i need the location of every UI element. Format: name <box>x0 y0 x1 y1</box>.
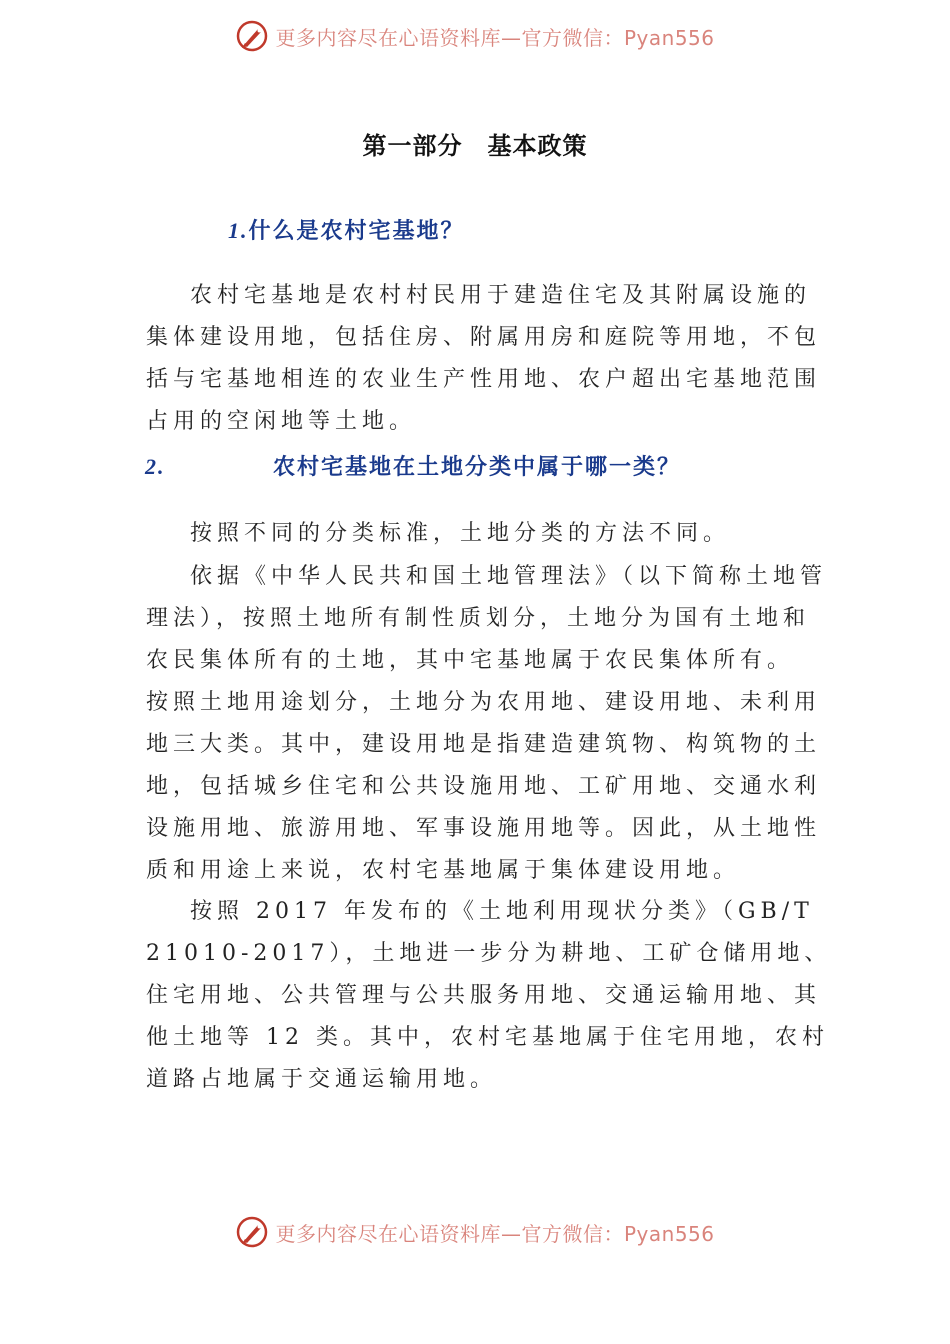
question-1-number: 1. <box>228 218 249 243</box>
paragraph-3b: 按照土地用途划分，土地分为农用地、建设用地、未利用地三大类。其中，建设用地是指建造建筑物、构筑物的土地，包括城乡住宅和公共设施用地、工矿用地、交通水利设施用地、旅游用地、军事设施用地等。因此，从土地性质和用途上来说，农村宅基地属于集体建设用地。 <box>146 690 822 883</box>
banner-text <box>275 22 714 51</box>
question-1-heading <box>228 214 465 245</box>
site-name: 更多内容尽在心语资料库 <box>275 25 501 50</box>
banner-text <box>275 1218 714 1247</box>
paragraph-1: 农村宅基地是农村村民用于建造住宅及其附属设施的集体建设用地，包括住房、附属用房和庭院等用地，不包括与宅基地相连的农业生产性用地、农户超出宅基地范围占用的空闲地等土地。 <box>146 283 822 434</box>
paragraph-2: 按照不同的分类标准，土地分类的方法不同。 <box>190 521 731 546</box>
header-banner <box>0 16 950 56</box>
footer-banner <box>0 1212 950 1252</box>
wechat-id: Pyan556 <box>623 1221 715 1246</box>
paragraph-4: 按照 2017 年发布的《土地利用现状分类》（GB/T 21010-2017），土地进一步分为耕地、工矿仓储用地、住宅用地、公共管理与公共服务用地、交通运输用地、其他土地等 12 类。其中，农村宅基地属于住宅用地，农村道路占地属于交通运输用地。 <box>146 899 832 1092</box>
wechat-label: 官方微信： <box>521 25 624 50</box>
question-2-text: 农村宅基地在土地分类中属于哪一类？ <box>273 454 682 480</box>
pen-logo-icon <box>235 19 269 53</box>
banner-dash: — <box>500 1221 522 1246</box>
page-title: 第一部分 基本政策 <box>362 132 588 160</box>
question-1-text: 什么是农村宅基地？ <box>248 218 465 244</box>
site-name: 更多内容尽在心语资料库 <box>275 1221 501 1246</box>
question-2-heading <box>145 450 681 481</box>
question-2-number: 2. <box>145 454 166 479</box>
pen-logo-icon <box>235 1215 269 1249</box>
banner-dash: — <box>500 25 522 50</box>
wechat-label: 官方微信： <box>521 1221 624 1246</box>
wechat-id: Pyan556 <box>623 25 715 50</box>
paragraph-3-block <box>146 556 836 892</box>
paragraph-3a: 依据《中华人民共和国土地管理法》（以下简称土地管理法），按照土地所有制性质划分，土地分为国有土地和农民集体所有的土地，其中宅基地属于农民集体所有。 <box>146 564 828 673</box>
